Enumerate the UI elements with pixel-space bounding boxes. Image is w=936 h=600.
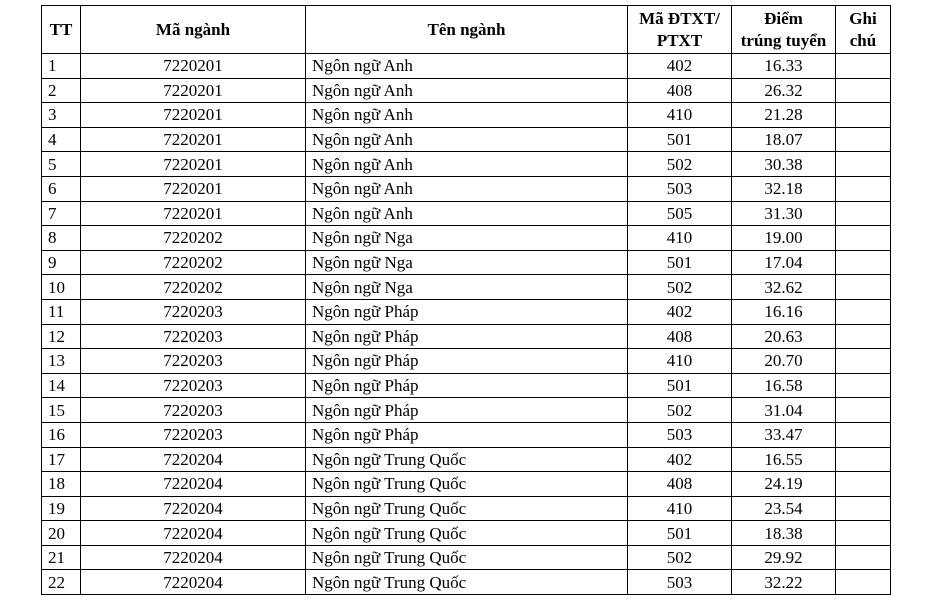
cell-ten-nganh: Ngôn ngữ Nga [306,275,628,300]
table-row [42,176,891,201]
cell-ma-nganh: 7220203 [81,398,306,423]
cell-ten-nganh: Ngôn ngữ Trung Quốc [306,545,628,570]
table-row [42,545,891,570]
cell-tt: 2 [42,78,81,103]
cell-tt: 16 [42,422,81,447]
cell-ma-nganh: 7220204 [81,472,306,497]
cell-ma-nganh: 7220203 [81,299,306,324]
cell-tt: 17 [42,447,81,472]
header-tt: TT [42,6,81,54]
cell-diem: 18.07 [732,127,836,152]
cell-ghi-chu [836,201,891,226]
table-row [42,201,891,226]
cell-ma-dtxt: 410 [628,103,732,128]
table-row [42,324,891,349]
cell-diem: 20.63 [732,324,836,349]
cell-ghi-chu [836,78,891,103]
cell-tt: 4 [42,127,81,152]
cell-tt: 19 [42,496,81,521]
cell-ma-dtxt: 503 [628,570,732,595]
header-ten-nganh: Tên ngành [306,6,628,54]
cell-tt: 6 [42,176,81,201]
table-row [42,226,891,251]
cell-ma-dtxt: 408 [628,78,732,103]
table-row [42,127,891,152]
cell-ten-nganh: Ngôn ngữ Anh [306,201,628,226]
cell-ghi-chu [836,226,891,251]
cell-ma-dtxt: 503 [628,422,732,447]
cell-ten-nganh: Ngôn ngữ Pháp [306,373,628,398]
cell-ghi-chu [836,103,891,128]
cell-diem: 21.28 [732,103,836,128]
table-body [42,54,891,595]
cell-ma-nganh: 7220204 [81,570,306,595]
cell-tt: 21 [42,545,81,570]
cell-tt: 9 [42,250,81,275]
cell-diem: 23.54 [732,496,836,521]
cell-ma-dtxt: 410 [628,349,732,374]
cell-ten-nganh: Ngôn ngữ Trung Quốc [306,496,628,521]
cell-tt: 12 [42,324,81,349]
cell-tt: 13 [42,349,81,374]
header-ma-dtxt [628,6,732,54]
cell-ghi-chu [836,521,891,546]
cell-ten-nganh: Ngôn ngữ Anh [306,176,628,201]
cell-ma-nganh: 7220204 [81,521,306,546]
cell-ghi-chu [836,176,891,201]
header-diem-line1: Điểm [764,8,803,28]
cell-diem: 16.16 [732,299,836,324]
header-ghi-line2: chú [849,30,877,50]
table-row [42,103,891,128]
cell-diem: 31.04 [732,398,836,423]
cell-ghi-chu [836,250,891,275]
cell-ten-nganh: Ngôn ngữ Pháp [306,398,628,423]
cell-tt: 5 [42,152,81,177]
cell-ten-nganh: Ngôn ngữ Trung Quốc [306,472,628,497]
table-row [42,373,891,398]
cell-tt: 8 [42,226,81,251]
table-row [42,275,891,300]
cell-ma-nganh: 7220204 [81,545,306,570]
cell-ma-nganh: 7220203 [81,324,306,349]
admission-score-table [41,5,891,595]
cell-ghi-chu [836,447,891,472]
cell-diem: 33.47 [732,422,836,447]
cell-ten-nganh: Ngôn ngữ Pháp [306,299,628,324]
cell-diem: 19.00 [732,226,836,251]
cell-ma-nganh: 7220201 [81,127,306,152]
cell-ma-nganh: 7220202 [81,250,306,275]
cell-ma-dtxt: 501 [628,521,732,546]
table-row [42,496,891,521]
cell-ten-nganh: Ngôn ngữ Pháp [306,422,628,447]
cell-ma-dtxt: 505 [628,201,732,226]
cell-ma-dtxt: 402 [628,447,732,472]
cell-ma-nganh: 7220201 [81,103,306,128]
cell-tt: 22 [42,570,81,595]
table-row [42,54,891,79]
cell-diem: 26.32 [732,78,836,103]
table-row [42,398,891,423]
cell-diem: 24.19 [732,472,836,497]
cell-ma-nganh: 7220202 [81,226,306,251]
cell-ma-dtxt: 402 [628,299,732,324]
cell-ghi-chu [836,472,891,497]
cell-ma-dtxt: 502 [628,398,732,423]
table-row [42,78,891,103]
cell-ghi-chu [836,349,891,374]
cell-ma-nganh: 7220201 [81,176,306,201]
cell-ma-dtxt: 408 [628,472,732,497]
cell-tt: 11 [42,299,81,324]
header-diem [732,6,836,54]
cell-tt: 20 [42,521,81,546]
cell-ma-dtxt: 402 [628,54,732,79]
cell-ma-dtxt: 501 [628,373,732,398]
cell-diem: 17.04 [732,250,836,275]
cell-diem: 16.33 [732,54,836,79]
cell-tt: 7 [42,201,81,226]
cell-ghi-chu [836,275,891,300]
table-row [42,152,891,177]
cell-ma-dtxt: 408 [628,324,732,349]
cell-tt: 10 [42,275,81,300]
table-row [42,521,891,546]
cell-ma-dtxt: 501 [628,127,732,152]
cell-diem: 31.30 [732,201,836,226]
header-ma-dtxt-line1: Mã ĐTXT/ [639,8,720,28]
cell-diem: 18.38 [732,521,836,546]
cell-diem: 32.22 [732,570,836,595]
cell-ma-nganh: 7220201 [81,78,306,103]
cell-ten-nganh: Ngôn ngữ Anh [306,103,628,128]
header-row [42,6,891,54]
cell-diem: 30.38 [732,152,836,177]
cell-diem: 32.62 [732,275,836,300]
cell-ghi-chu [836,299,891,324]
cell-ghi-chu [836,545,891,570]
table-row [42,570,891,595]
cell-ten-nganh: Ngôn ngữ Trung Quốc [306,447,628,472]
table-row [42,349,891,374]
cell-ma-dtxt: 501 [628,250,732,275]
cell-ten-nganh: Ngôn ngữ Anh [306,78,628,103]
header-ma-nganh: Mã ngành [81,6,306,54]
header-ghi-chu [836,6,891,54]
cell-tt: 14 [42,373,81,398]
cell-ma-dtxt: 502 [628,275,732,300]
cell-ghi-chu [836,373,891,398]
cell-ma-nganh: 7220203 [81,373,306,398]
cell-ghi-chu [836,398,891,423]
table-header [42,6,891,54]
header-diem-line2: trúng tuyển [740,30,827,50]
cell-ma-nganh: 7220204 [81,447,306,472]
cell-ma-dtxt: 503 [628,176,732,201]
cell-ten-nganh: Ngôn ngữ Nga [306,250,628,275]
table-row [42,472,891,497]
cell-ma-nganh: 7220201 [81,54,306,79]
cell-ghi-chu [836,54,891,79]
cell-ma-nganh: 7220202 [81,275,306,300]
table-row [42,447,891,472]
cell-diem: 16.58 [732,373,836,398]
cell-ghi-chu [836,324,891,349]
cell-ghi-chu [836,570,891,595]
cell-tt: 3 [42,103,81,128]
table-row [42,250,891,275]
cell-tt: 15 [42,398,81,423]
cell-tt: 18 [42,472,81,497]
cell-ten-nganh: Ngôn ngữ Trung Quốc [306,521,628,546]
cell-ma-dtxt: 502 [628,152,732,177]
cell-diem: 16.55 [732,447,836,472]
cell-ghi-chu [836,422,891,447]
cell-ma-dtxt: 410 [628,496,732,521]
cell-diem: 32.18 [732,176,836,201]
cell-ma-dtxt: 410 [628,226,732,251]
cell-ma-nganh: 7220203 [81,422,306,447]
cell-ten-nganh: Ngôn ngữ Anh [306,127,628,152]
cell-ten-nganh: Ngôn ngữ Anh [306,54,628,79]
cell-ghi-chu [836,152,891,177]
cell-tt: 1 [42,54,81,79]
table-row [42,422,891,447]
cell-ma-nganh: 7220201 [81,152,306,177]
cell-ma-dtxt: 502 [628,545,732,570]
cell-ten-nganh: Ngôn ngữ Pháp [306,324,628,349]
header-ghi-line1: Ghi [849,8,877,28]
cell-ten-nganh: Ngôn ngữ Pháp [306,349,628,374]
cell-diem: 20.70 [732,349,836,374]
cell-ghi-chu [836,127,891,152]
cell-ma-nganh: 7220203 [81,349,306,374]
cell-ma-nganh: 7220204 [81,496,306,521]
cell-ten-nganh: Ngôn ngữ Trung Quốc [306,570,628,595]
cell-diem: 29.92 [732,545,836,570]
cell-ghi-chu [836,496,891,521]
table-row [42,299,891,324]
cell-ten-nganh: Ngôn ngữ Anh [306,152,628,177]
cell-ten-nganh: Ngôn ngữ Nga [306,226,628,251]
cell-ma-nganh: 7220201 [81,201,306,226]
header-ma-dtxt-line2: PTXT [656,30,703,50]
